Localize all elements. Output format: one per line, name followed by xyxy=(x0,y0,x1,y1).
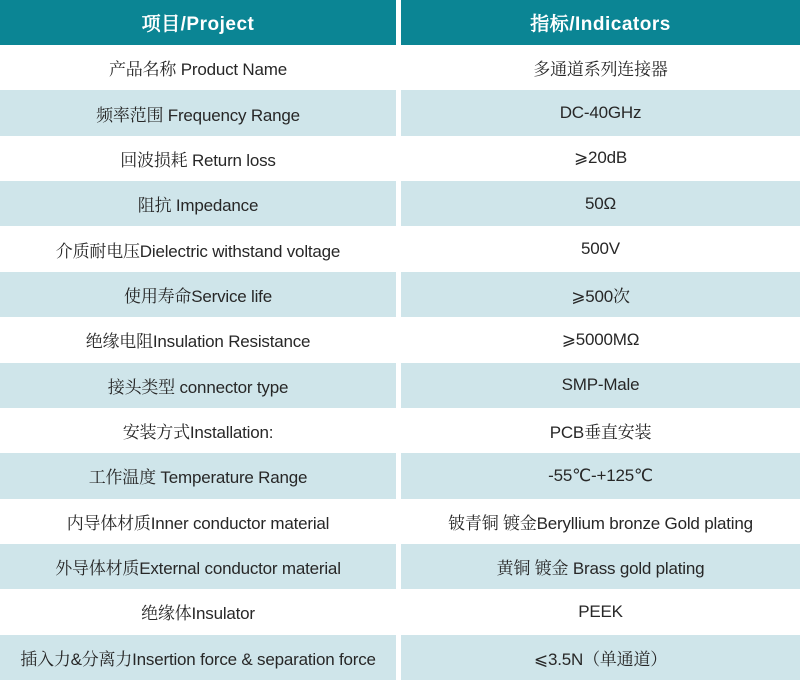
project-cell: 工作温度 Temperature Range xyxy=(0,453,396,498)
indicator-cell: ⩽3.5N（单通道） xyxy=(401,635,800,680)
table-row xyxy=(0,499,800,544)
indicator-cell: 多通道系列连接器 xyxy=(401,45,800,90)
project-cell: 外导体材质External conductor material xyxy=(0,544,396,589)
project-cell: 介质耐电压Dielectric withstand voltage xyxy=(0,226,396,271)
indicator-cell: PEEK xyxy=(401,589,800,634)
project-cell: 产品名称 Product Name xyxy=(0,45,396,90)
project-cell: 内导体材质Inner conductor material xyxy=(0,499,396,544)
table-header-row xyxy=(0,0,800,45)
indicator-cell: -55℃-+125℃ xyxy=(401,453,800,498)
table-row xyxy=(0,635,800,680)
table-row xyxy=(0,408,800,453)
indicator-cell: DC-40GHz xyxy=(401,90,800,135)
indicator-cell: 500V xyxy=(401,226,800,271)
table-row xyxy=(0,181,800,226)
indicator-cell: ⩾20dB xyxy=(401,136,800,181)
project-cell: 频率范围 Frequency Range xyxy=(0,90,396,135)
indicator-cell: ⩾5000MΩ xyxy=(401,317,800,362)
indicator-cell: ⩾500次 xyxy=(401,272,800,317)
table-row xyxy=(0,226,800,271)
indicator-cell: SMP-Male xyxy=(401,363,800,408)
table-row xyxy=(0,317,800,362)
table-row xyxy=(0,589,800,634)
project-cell: 绝缘电阻Insulation Resistance xyxy=(0,317,396,362)
indicator-cell: 黄铜 镀金 Brass gold plating xyxy=(401,544,800,589)
project-cell: 安装方式Installation: xyxy=(0,408,396,453)
indicator-cell: PCB垂直安装 xyxy=(401,408,800,453)
project-cell: 插入力&分离力Insertion force & separation force xyxy=(0,635,396,680)
table-row xyxy=(0,544,800,589)
table-row xyxy=(0,90,800,135)
project-cell: 绝缘体Insulator xyxy=(0,589,396,634)
table-row xyxy=(0,272,800,317)
table-row xyxy=(0,136,800,181)
header-project-cell: 项目/Project xyxy=(0,0,396,45)
header-indicators-cell: 指标/Indicators xyxy=(401,0,800,45)
table-row xyxy=(0,453,800,498)
project-cell: 阻抗 Impedance xyxy=(0,181,396,226)
project-cell: 接头类型 connector type xyxy=(0,363,396,408)
table-row xyxy=(0,363,800,408)
indicator-cell: 铍青铜 镀金Beryllium bronze Gold plating xyxy=(401,499,800,544)
project-cell: 使用寿命Service life xyxy=(0,272,396,317)
indicator-cell: 50Ω xyxy=(401,181,800,226)
table-row xyxy=(0,45,800,90)
project-cell: 回波损耗 Return loss xyxy=(0,136,396,181)
